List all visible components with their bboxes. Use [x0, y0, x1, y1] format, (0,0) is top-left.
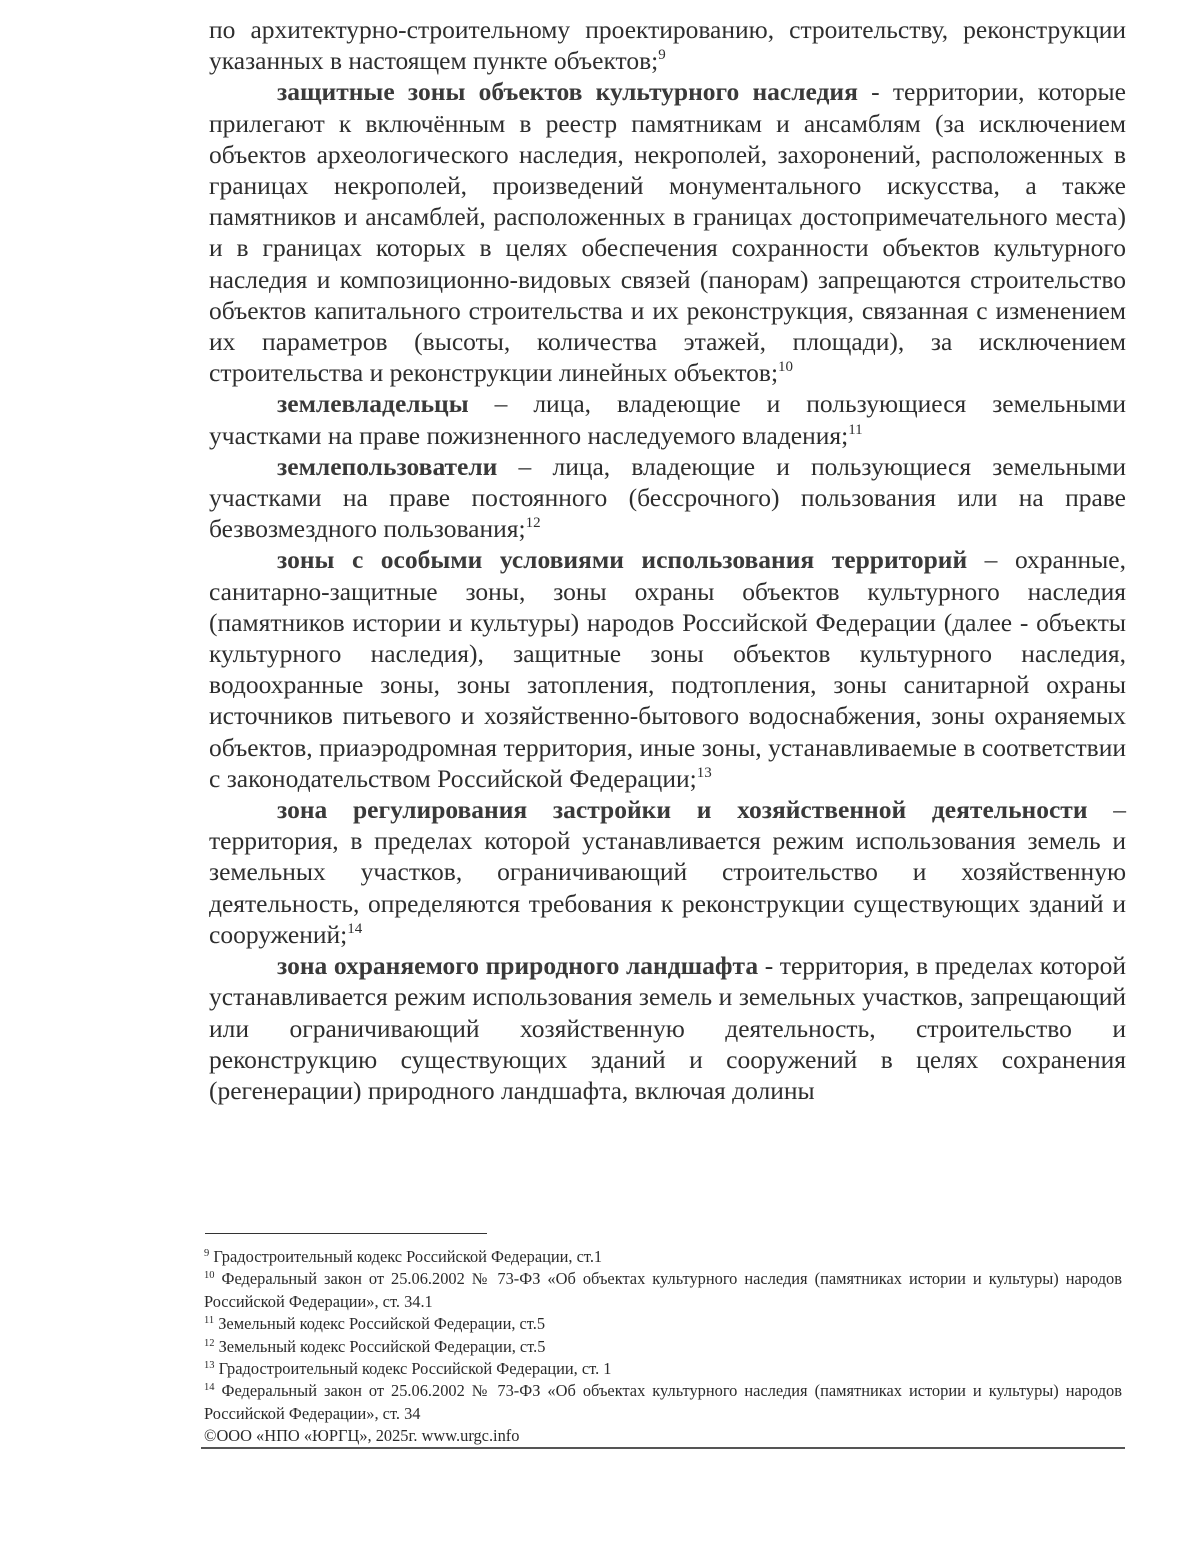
footnotes — [204, 1246, 1122, 1448]
definition-special-zones — [209, 544, 1126, 794]
definition-land-users — [209, 451, 1126, 545]
footnote — [204, 1380, 1122, 1425]
footnote-text: Земельный кодекс Российской Федерации, ст.5 — [214, 1336, 546, 1356]
footnote — [204, 1246, 1122, 1268]
footnote-number: 13 — [204, 1360, 215, 1372]
footnote-ref: 10 — [778, 359, 794, 376]
definition-text: – лица, владеющие и пользующиеся земельными участками на праве пожизненного наследуемого владения; — [209, 389, 1126, 450]
definition-term: защитные зоны объектов культурного наследия — [277, 77, 858, 107]
definition-text: - территория, в пределах которой устанавливается режим использования земель и земельных участков, запрещающий или ограничивающий хозяйственную деятельность, строительство и реконструкцию существующих зданий и сооружений в целях сохранения (регенерации) природного ландшафта, включая долины — [209, 951, 1126, 1105]
definition-text: – лица, владеющие и пользующиеся земельными участками на праве постоянного (бессрочного) пользования или на праве безвозмездного пользования; — [209, 451, 1126, 544]
footnote — [204, 1313, 1122, 1335]
footer-rule — [201, 1447, 1125, 1449]
footnote-ref: 13 — [696, 764, 712, 781]
definition-term: землепользователи — [277, 451, 498, 481]
footnote-number: 14 — [204, 1382, 215, 1394]
footnote-ref: 11 — [848, 421, 863, 438]
definition-text: – территория, в пределах которой устанавливается режим использования земель и земельных участков, ограничивающий строительство и хозяйственную деятельность, определяются требования к реконструкции существующих зданий и сооружений; — [209, 795, 1126, 949]
definition-text: – охранные, санитарно-защитные зоны, зоны охраны объектов культурного наследия (памятников истории и культуры) народов Российской Федерации (далее - объекты культурного наследия), защитные зоны объектов культурного наследия, водоохранные зоны, зоны затопления, подтопления, зоны санитарной охраны источников питьевого и хозяйственно-бытового водоснабжения, зоны охраняемых объектов, приаэродромная территория, иные зоны, устанавливаемые в соответствии с законодательством Российской Федерации; — [209, 545, 1126, 793]
footnote — [204, 1268, 1122, 1313]
main-text — [209, 14, 1126, 1106]
footnote-text: Федеральный закон от 25.06.2002 № 73-ФЗ «Об объектах культурного наследия (памятниках истории и культуры) народов Российской Федерации», ст. 34 — [204, 1381, 1122, 1423]
footnote-text: Земельный кодекс Российской Федерации, ст.5 — [214, 1314, 546, 1334]
footnote-number: 11 — [204, 1315, 215, 1327]
footnote-separator — [205, 1233, 487, 1234]
footnote — [204, 1358, 1122, 1380]
footnote-number: 9 — [204, 1248, 210, 1259]
definition-term: землевладельцы — [277, 389, 469, 419]
definition-term: зона регулирования застройки и хозяйственной деятельности — [277, 795, 1088, 825]
footnote-ref: 12 — [525, 515, 541, 532]
paragraph-continuation — [209, 14, 1126, 76]
footnote-number: 12 — [204, 1337, 215, 1349]
definition-term: зона охраняемого природного ландшафта — [277, 951, 759, 981]
definition-landowners — [209, 388, 1126, 450]
footnote-ref: 14 — [347, 920, 363, 937]
footnote-text: Градостроительный кодекс Российской Федерации, ст.1 — [209, 1247, 603, 1266]
footnote — [204, 1336, 1122, 1358]
definition-protective-zones — [209, 76, 1126, 388]
definition-landscape-zone — [209, 950, 1126, 1106]
paragraph-text: по архитектурно-строительному проектированию, строительству, реконструкции указанных в настоящем пункте объектов; — [209, 15, 1126, 76]
definition-regulation-zone — [209, 794, 1126, 950]
footnote-ref: 9 — [658, 47, 666, 64]
definition-text: - территории, которые прилегают к включённым в реестр памятникам и ансамблям (за исключением объектов археологического наследия, некрополей, захоронений, расположенных в границах некрополей, произведений монументального искусства, а также памятников и ансамблей, расположенных в границах достопримечательного места) и в границах которых в целях обеспечения сохранности объектов культурного наследия и композиционно-видовых связей (панорам) запрещаются строительство объектов капитального строительства и их реконструкция, связанная с изменением их параметров (высоты, количества этажей, площади), за исключением строительства и реконструкции линейных объектов; — [209, 77, 1126, 388]
footnote-text: Градостроительный кодекс Российской Федерации, ст. 1 — [214, 1359, 612, 1379]
copyright-line: ©ООО «НПО «ЮРГЦ», 2025г. www.urgc.info — [204, 1426, 520, 1446]
footnote-number: 10 — [204, 1270, 215, 1282]
definition-term: зоны с особыми условиями использования территорий — [277, 545, 968, 575]
footnote-text: Федеральный закон от 25.06.2002 № 73-ФЗ «Об объектах культурного наследия (памятниках истории и культуры) народов Российской Федерации», ст. 34.1 — [204, 1269, 1122, 1311]
